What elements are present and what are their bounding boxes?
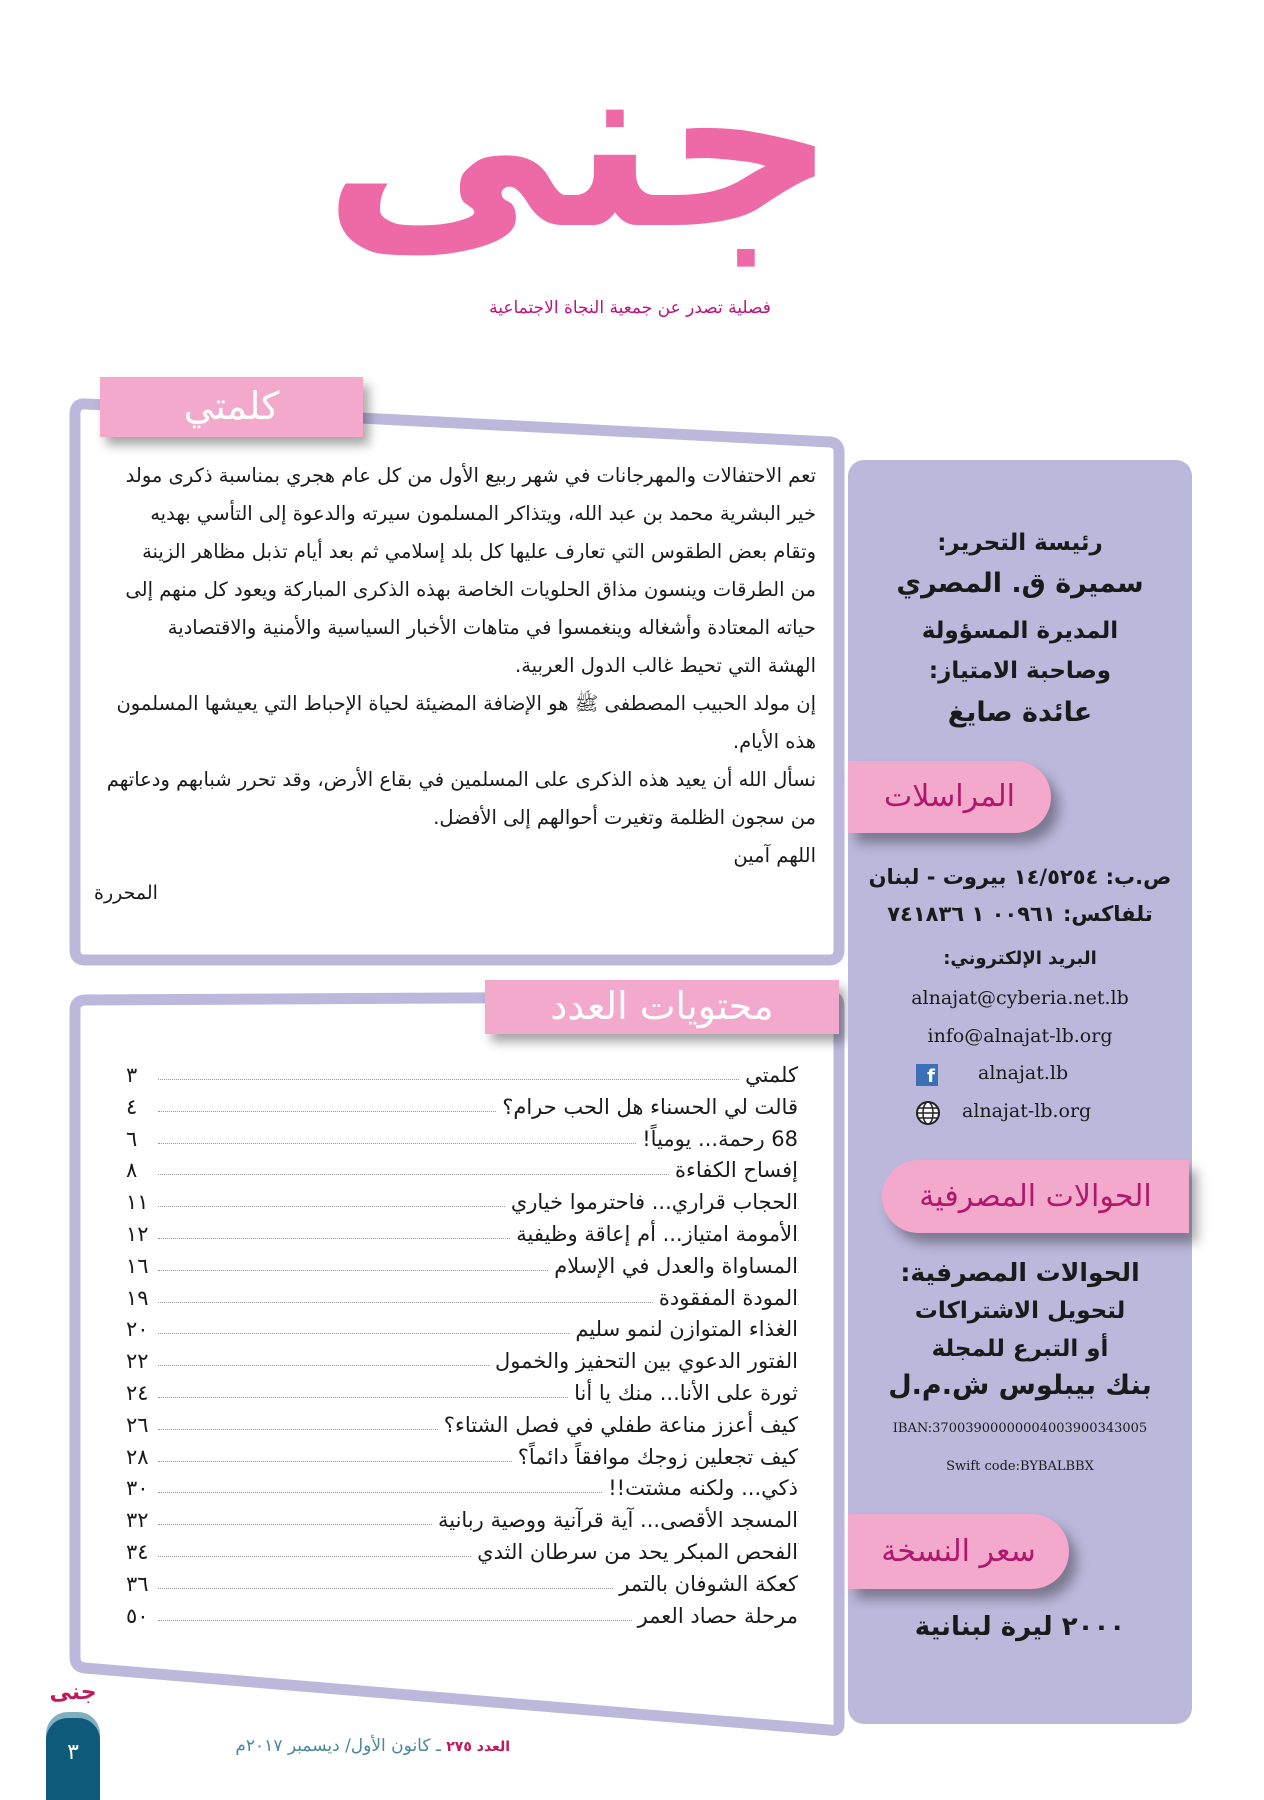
manager-name: عائدة صايغ: [947, 697, 1093, 728]
toc-item[interactable]: [126, 1311, 798, 1341]
editorial-signature: المحررة: [94, 882, 158, 904]
toc-item-page: ٢٤: [126, 1381, 149, 1405]
editorial-tab: كلمتي: [100, 377, 363, 437]
editorial-line: من الطرقات وينسون مذاق الحلويات الخاصة بهذه الذكرى المباركة ويعود كل منهم إلى: [125, 578, 816, 601]
transfers-title: الحوالات المصرفية:: [900, 1258, 1140, 1287]
toc-item-title: كيف أعزز مناعة طفلي في فصل الشتاء؟: [443, 1412, 798, 1437]
magazine-logo: جنى: [323, 2, 837, 282]
toc-item-page: ٥٠: [126, 1603, 149, 1628]
footer-mini-logo: جنى: [49, 1680, 97, 1705]
editorial-frame: [75, 404, 839, 960]
editorial-line: الهشة التي تحيط غالب الدول العربية.: [515, 654, 816, 677]
toc-item[interactable]: [126, 1152, 798, 1182]
toc-tab: محتويات العدد: [485, 980, 839, 1034]
facebook-link[interactable]: alnajat.lb: [978, 1062, 1069, 1084]
toc-leader-dots: [158, 1079, 739, 1080]
globe-icon: [915, 1100, 941, 1126]
toc-item[interactable]: [126, 1502, 798, 1532]
editorial-line: اللهم آمين: [733, 844, 816, 867]
price-heading: سعر النسخة: [848, 1514, 1069, 1589]
toc-item[interactable]: [126, 1534, 798, 1564]
toc-leader-dots: [158, 1270, 548, 1271]
price-value: ٢٠٠٠ ليرة لبنانية: [914, 1612, 1126, 1642]
toc-item-title: كعكة الشوفان بالتمر: [619, 1571, 798, 1596]
toc-item[interactable]: [126, 1280, 798, 1310]
footer-issue-info: [150, 1736, 510, 1756]
toc-item-page: ٣٢: [126, 1508, 149, 1533]
toc-item-page: ٣٦: [126, 1571, 149, 1596]
toc-item-title: كيف تجعلين زوجك موافقاً دائماً؟: [517, 1444, 798, 1469]
toc-item-title: المسجد الأقصى... آية قرآنية ووصية ربانية: [437, 1508, 798, 1533]
toc-item[interactable]: [126, 1407, 798, 1437]
transfers-line: أو التبرع للمجلة: [931, 1336, 1109, 1362]
toc-leader-dots: [158, 1492, 602, 1493]
toc-item[interactable]: [126, 1439, 798, 1469]
editorial-line: خير البشرية محمد بن عبد الله، ويتذاكر المسلمون سيرته والدعوة إلى التأسي بهديه: [150, 502, 816, 525]
editorial-line: وتقام بعض الطقوس التي تعارف عليها كل بلد إسلامي ثم بعد أيام تذبل مظاهر الزينة: [142, 540, 816, 563]
editor-name: سميرة ق. المصري: [896, 568, 1144, 599]
toc-item-page: ٣٠: [126, 1476, 149, 1501]
toc-leader-dots: [158, 1365, 489, 1366]
page-number: ٣: [46, 1718, 100, 1800]
toc-item-title: الفتور الدعوي بين التحفيز والخمول: [495, 1349, 798, 1374]
editorial-line: تعم الاحتفالات والمهرجانات في شهر ربيع الأول من كل عام هجري بمناسبة ذكرى مولد: [125, 464, 816, 487]
toc-item-title: إفساح الكفاءة: [675, 1158, 798, 1183]
bank-name: بنك بيبلوس ش.م.ل: [888, 1370, 1152, 1401]
toc-item-title: الفحص المبكر يحد من سرطان الثدي: [477, 1540, 798, 1564]
iban: IBAN:37003900000004003900343005: [892, 1421, 1148, 1436]
issue-number: العدد ٢٧٥: [446, 1739, 510, 1755]
email-label: البريد الإلكتروني:: [943, 948, 1097, 969]
toc-item-title: الغذاء المتوازن لنمو سليم: [575, 1317, 798, 1342]
facebook-icon: f: [916, 1064, 938, 1086]
editorial-line: حياته المعتادة وأشغاله وينغمسوا في متاهات الأخبار السياسية والأمنية والاقتصادية: [167, 616, 816, 639]
telefax: تلفاكس: ٠٠٩٦١ ١ ٧٤١٨٣٦: [887, 902, 1153, 926]
toc-item-title: الحجاب قراري... فاحترموا خياري: [510, 1190, 798, 1215]
toc-item[interactable]: [126, 1598, 798, 1628]
toc-leader-dots: [158, 1174, 669, 1175]
toc-item-title: المودة المفقودة: [658, 1285, 798, 1310]
toc-leader-dots: [158, 1238, 510, 1239]
toc-leader-dots: [158, 1620, 632, 1621]
toc-item[interactable]: [126, 1184, 798, 1214]
toc-item-page: ٢٨: [126, 1444, 149, 1469]
toc-item-page: ٦: [126, 1126, 138, 1151]
email-link-1[interactable]: alnajat@cyberia.net.lb: [911, 987, 1129, 1009]
transfers-line: لتحويل الاشتراكات: [914, 1298, 1126, 1324]
correspondence-heading: المراسلات: [848, 761, 1051, 833]
toc-item[interactable]: [126, 1089, 798, 1119]
toc-item-title: قالت لي الحسناء هل الحب حرام؟: [502, 1094, 798, 1119]
manager-label: المديرة المسؤولة: [921, 618, 1119, 644]
toc-item-page: ٣٤: [126, 1540, 149, 1564]
toc-leader-dots: [158, 1302, 653, 1303]
manager-label-2: وصاحبة الامتياز:: [928, 658, 1112, 684]
toc-item-page: ١٢: [126, 1222, 149, 1246]
toc-leader-dots: [158, 1111, 496, 1112]
toc-item-page: ١٦: [126, 1253, 149, 1278]
toc-item[interactable]: [126, 1343, 798, 1373]
transfers-heading: الحوالات المصرفية: [882, 1160, 1189, 1233]
editorial-line: هذه الأيام.: [732, 730, 816, 753]
issue-date: ـ كانون الأول/ ديسمبر ٢٠١٧م: [235, 1736, 441, 1756]
editorial-line: نسأل الله أن يعيد هذه الذكرى على المسلمين في بقاع الأرض، وقد تحرر شبابهم ودعاتهم: [106, 768, 816, 791]
editorial-line: إن مولد الحبيب المصطفى ﷺ هو الإضافة المضيئة لحياة الإحباط التي يعيشها المسلمون: [116, 692, 816, 715]
toc-item-title: المساواة والعدل في الإسلام: [554, 1253, 798, 1278]
toc-item-page: ١١: [126, 1190, 149, 1215]
toc-leader-dots: [158, 1588, 613, 1589]
toc-item-page: ٢٠: [126, 1317, 149, 1342]
toc-item-title: الأمومة امتياز... أم إعاقة وظيفية: [516, 1222, 798, 1246]
toc-leader-dots: [158, 1524, 432, 1525]
toc-item-title: 68 رحمة... يومياً!: [642, 1126, 798, 1151]
toc-item[interactable]: [126, 1121, 798, 1151]
toc-item[interactable]: [126, 1057, 798, 1087]
toc-leader-dots: [158, 1429, 438, 1430]
toc-leader-dots: [158, 1143, 636, 1144]
toc-item-page: ١٩: [126, 1285, 149, 1310]
toc-item-title: كلمتي: [745, 1063, 798, 1087]
toc-item-page: ٢٦: [126, 1412, 149, 1437]
toc-leader-dots: [158, 1556, 471, 1557]
website-link[interactable]: alnajat-lb.org: [962, 1100, 1092, 1122]
toc-item-title: مرحلة حصاد العمر: [637, 1603, 798, 1628]
toc-item[interactable]: [126, 1216, 798, 1246]
po-box: ص.ب: ١٤/٥٢٥٤ بيروت - لبنان: [868, 865, 1172, 889]
toc-leader-dots: [158, 1461, 512, 1462]
toc-item-page: ٤: [126, 1094, 138, 1119]
toc-item[interactable]: [126, 1248, 798, 1278]
editor-label: رئيسة التحرير:: [937, 530, 1103, 556]
swift-code: Swift code:BYBALBBX: [946, 1459, 1094, 1474]
toc-item[interactable]: [126, 1375, 798, 1405]
magazine-subtitle: فصلية تصدر عن جمعية النجاة الاجتماعية: [489, 298, 771, 318]
toc-item-title: ذكي... ولكنه مشتت!!: [608, 1476, 798, 1501]
toc-item[interactable]: [126, 1566, 798, 1596]
email-link-2[interactable]: info@alnajat-lb.org: [927, 1025, 1113, 1047]
toc-item-page: ٢٢: [126, 1349, 149, 1374]
toc-item-page: ٣: [126, 1063, 138, 1087]
toc-item-page: ٨: [126, 1158, 138, 1183]
toc-item[interactable]: [126, 1470, 798, 1500]
toc-leader-dots: [158, 1397, 568, 1398]
toc-leader-dots: [158, 1206, 505, 1207]
toc-item-title: ثورة على الأنا... منك يا أنا: [574, 1381, 798, 1405]
toc-leader-dots: [158, 1333, 569, 1334]
editorial-line: من سجون الظلمة وتغيرت أحوالهم إلى الأفضل.: [433, 806, 816, 829]
